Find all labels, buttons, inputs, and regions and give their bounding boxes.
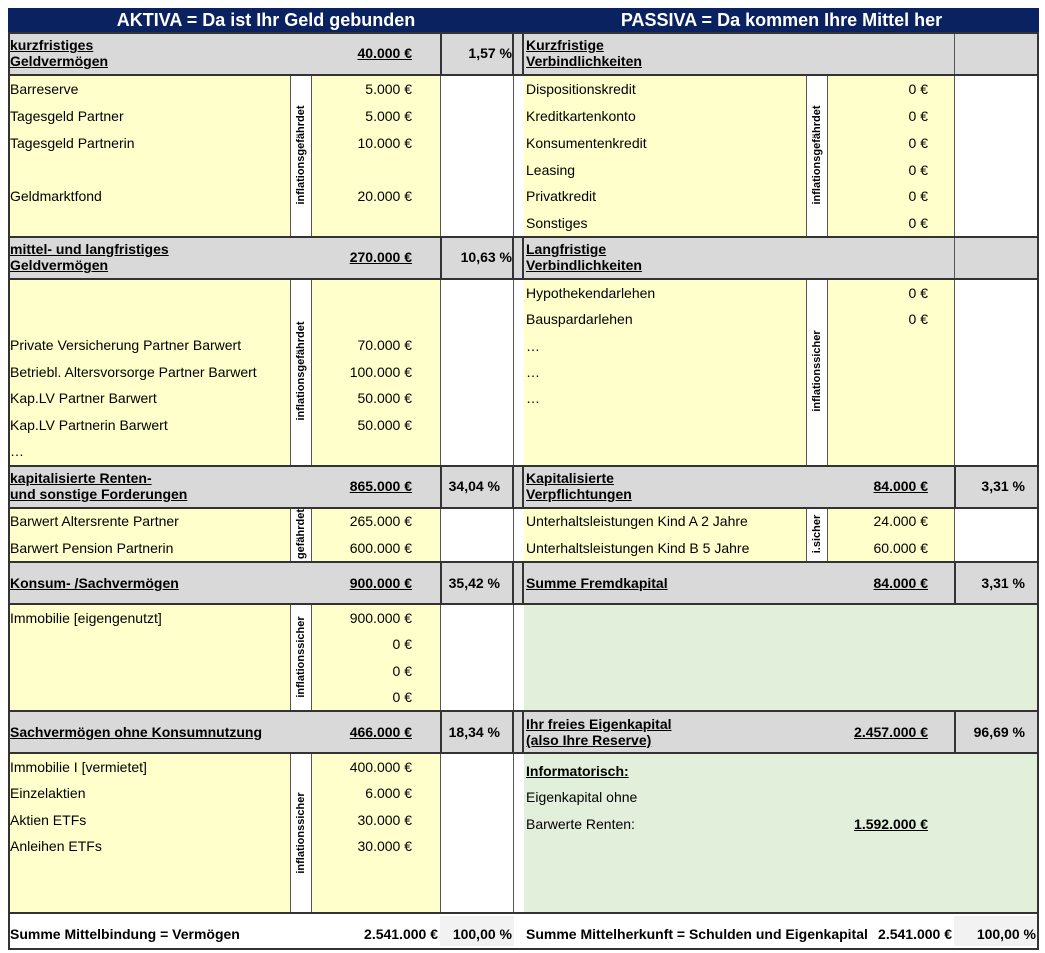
list-item: Immobilie [eigengenutzt] (10, 610, 162, 626)
list-item-value: 0 € (908, 311, 928, 327)
list-item-value: 0 € (392, 689, 412, 705)
passiva-fremd-title: Summe Fremdkapital (526, 575, 668, 591)
passiva-eigen-pct: 96,69 % (973, 724, 1025, 740)
list-item: Private Versicherung Partner Barwert (10, 337, 242, 353)
list-item: … (526, 338, 540, 354)
aktiva-renten-tag: gefährdet (295, 508, 307, 560)
passiva-info-line1: Eigenkapital ohne (526, 789, 638, 805)
list-item-value: 0 € (908, 188, 928, 204)
list-item: Immobilie I [vermietet] (10, 759, 147, 775)
list-item: Aktien ETFs (10, 812, 87, 828)
list-item: Tagesgeld Partner (10, 108, 124, 124)
list-item: Einzelaktien (10, 785, 86, 801)
list-item-value: 24.000 € (873, 513, 928, 529)
aktiva-total-pct: 100,00 % (452, 926, 512, 942)
list-item-value: 6.000 € (365, 785, 412, 801)
passiva-header (524, 8, 1039, 32)
list-item: Kap.LV Partner Barwert (10, 390, 157, 406)
aktiva-header (8, 8, 524, 32)
aktiva-renten-pct: 34,04 % (448, 478, 500, 494)
list-item: Geldmarktfond (10, 188, 102, 204)
list-item-value: 50.000 € (357, 390, 412, 406)
aktiva-mittel-tag: inflationsgefährdet (295, 321, 307, 421)
list-item: Hypothekendarlehen (526, 285, 656, 301)
passiva-total-label: Summe Mittelherkunft = Schulden und Eigenkapital (526, 926, 868, 942)
list-item-value: 0 € (908, 108, 928, 124)
list-item: … (526, 364, 540, 380)
list-item: Tagesgeld Partnerin (10, 135, 135, 151)
list-item-value: 265.000 € (349, 513, 412, 529)
list-item: Kap.LV Partnerin Barwert (10, 417, 168, 433)
list-item-value: 0 € (908, 162, 928, 178)
passiva-info-line2: Barwerte Renten: (526, 816, 635, 832)
aktiva-header-text: AKTIVA = Da ist Ihr Geld gebunden (116, 10, 416, 30)
list-item-value: 600.000 € (349, 540, 412, 556)
list-item-value: 0 € (908, 215, 928, 231)
aktiva-kurz-title: kurzfristiges Geldvermögen (10, 37, 109, 69)
list-item-value: 0 € (392, 636, 412, 652)
list-item-value: 0 € (908, 81, 928, 97)
passiva-kurz-tag: inflationsgefährdet (811, 105, 823, 205)
passiva-kapver-title: Kapitalisierte Verpflichtungen (526, 470, 632, 502)
list-item-value: 20.000 € (357, 188, 412, 204)
list-item-value: 10.000 € (357, 135, 412, 151)
aktiva-kurz-tag: inflationsgefährdet (295, 105, 307, 205)
list-item: Kreditkartenkonto (526, 108, 636, 124)
passiva-kurz-title: Kurzfristige Verbindlichkeiten (526, 37, 642, 69)
aktiva-sach-title: Sachvermögen ohne Konsumnutzung (10, 724, 263, 740)
list-item-value: 100.000 € (349, 364, 412, 380)
aktiva-sach-sum: 466.000 € (349, 724, 412, 740)
list-item-value: 60.000 € (873, 540, 928, 556)
list-item: … (10, 443, 24, 459)
passiva-info-title: Informatorisch: (526, 763, 629, 779)
aktiva-mittel-title: mittel- und langfristiges Geldvermögen (10, 241, 169, 273)
passiva-eigen-title: Ihr freies Eigenkapital (also Ihre Reserve) (526, 716, 672, 748)
aktiva-konsum-tag: inflationssicher (295, 616, 307, 698)
list-item: Bauspardarlehen (526, 311, 633, 327)
aktiva-kurz-pct: 1,57 % (468, 45, 512, 61)
list-item: Konsumentenkredit (526, 135, 647, 151)
aktiva-sach-pct: 18,34 % (448, 724, 500, 740)
passiva-info-value: 1.592.000 € (854, 816, 928, 832)
aktiva-renten-sum: 865.000 € (349, 478, 412, 494)
aktiva-konsum-title: Konsum- /Sachvermögen (10, 575, 179, 591)
passiva-kapver-tag: i.sicher (811, 514, 823, 554)
list-item: Betriebl. Altersvorsorge Partner Barwert (10, 364, 257, 380)
passiva-fremd-pct: 3,31 % (981, 575, 1025, 591)
passiva-lang-tag: inflationssicher (811, 330, 823, 412)
aktiva-konsum-sum: 900.000 € (349, 575, 412, 591)
list-item: Dispositionskredit (526, 81, 636, 97)
list-item-value: 70.000 € (357, 337, 412, 353)
list-item-value: 5.000 € (365, 81, 412, 97)
aktiva-mittel-pct: 10,63 % (460, 249, 512, 265)
list-item: Privatkredit (526, 188, 597, 204)
list-item: Barreserve (10, 81, 79, 97)
list-item-value: 0 € (392, 663, 412, 679)
passiva-total-value: 2.541.000 € (878, 926, 952, 942)
list-item: Barwert Altersrente Partner (10, 513, 179, 529)
aktiva-total-label: Summe Mittelbindung = Vermögen (10, 926, 240, 942)
list-item: Anleihen ETFs (10, 838, 102, 854)
list-item-value: 5.000 € (365, 108, 412, 124)
aktiva-mittel-sum: 270.000 € (349, 249, 412, 265)
list-item-value: 0 € (908, 285, 928, 301)
aktiva-konsum-pct: 35,42 % (448, 575, 500, 591)
passiva-lang-title: Langfristige Verbindlichkeiten (526, 241, 642, 273)
passiva-total-pct: 100,00 % (976, 926, 1036, 942)
list-item-value: 400.000 € (349, 759, 412, 775)
list-item: Sonstiges (526, 215, 588, 231)
list-item-value: 50.000 € (357, 417, 412, 433)
passiva-fremd-sum: 84.000 € (873, 575, 928, 591)
list-item: Unterhaltsleistungen Kind B 5 Jahre (526, 540, 750, 556)
aktiva-total-value: 2.541.000 € (364, 926, 438, 942)
list-item: Barwert Pension Partnerin (10, 540, 174, 556)
passiva-eigen-sum: 2.457.000 € (854, 724, 928, 740)
passiva-kapver-pct: 3,31 % (981, 478, 1025, 494)
passiva-header-text: PASSIVA = Da kommen Ihre Mittel her (620, 10, 943, 30)
list-item: … (526, 390, 540, 406)
list-item-value: 900.000 € (349, 610, 412, 626)
aktiva-kurz-sum: 40.000 € (357, 45, 412, 61)
passiva-kapver-sum: 84.000 € (873, 478, 928, 494)
list-item-value: 30.000 € (357, 812, 412, 828)
list-item: Unterhaltsleistungen Kind A 2 Jahre (526, 513, 748, 529)
list-item: Leasing (526, 162, 576, 178)
aktiva-sach-tag: inflationssicher (295, 792, 307, 874)
aktiva-renten-title: kapitalisierte Renten- und sonstige Forderungen (10, 470, 188, 502)
list-item-value: 30.000 € (357, 838, 412, 854)
list-item-value: 0 € (908, 135, 928, 151)
